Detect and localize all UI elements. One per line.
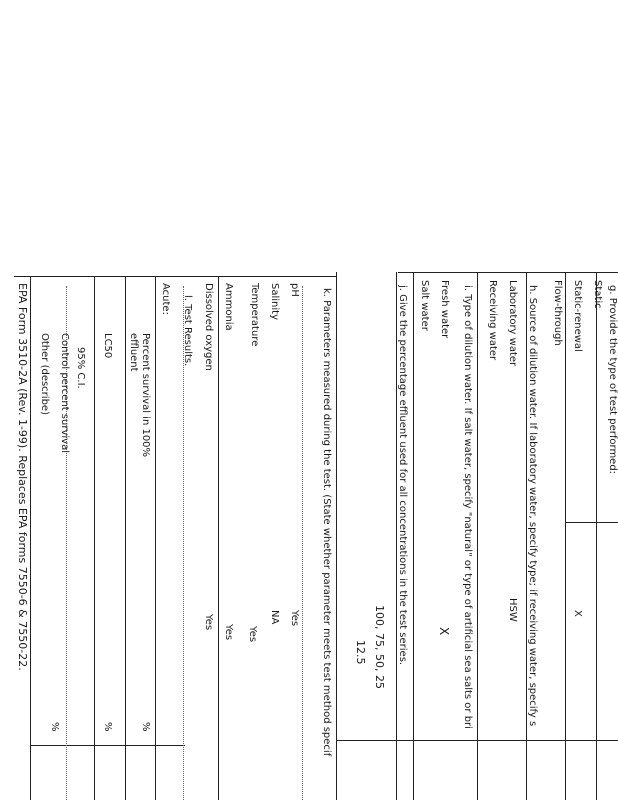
ph-answer: Yes (289, 610, 300, 627)
row-divider-5 (413, 272, 414, 800)
salinity-answer: NA (269, 610, 280, 625)
dilution-source-question: h. Source of dilution water. If laboratory water, specify type; if receiving water, specify s (527, 285, 538, 727)
percent-survival-answer: % (140, 722, 151, 732)
row-divider-10 (125, 276, 126, 800)
control-survival-label: Control percent survival (59, 333, 70, 453)
laboratory-water-label: Laboratory water (507, 280, 518, 367)
dissolved-oxygen-answer: Yes (203, 614, 214, 631)
receiving-water-label: Receiving water (487, 280, 498, 361)
form-top-rule (398, 272, 618, 273)
static-renewal-answer: X (572, 610, 583, 617)
row-divider-1 (596, 272, 597, 800)
other-describe-label: Other (describe) (39, 333, 50, 415)
row-divider-4 (477, 272, 478, 800)
form-top-rule-left (14, 276, 336, 277)
row-divider-7 (336, 272, 337, 800)
row-divider-9 (155, 276, 156, 800)
parameters-question: k. Parameters measured during the test. (State whether parameter meets test method specif (321, 288, 332, 757)
lc50-label: LC50 (102, 333, 113, 359)
temperature-label: Temperature (249, 283, 260, 347)
static-label: Static (592, 280, 603, 309)
ph-label: pH (289, 283, 300, 297)
acute-label: Acute: (160, 283, 171, 315)
row-divider-12 (30, 276, 31, 800)
effluent-percentage-answer-2: 12.5 (354, 640, 367, 665)
row-divider-11 (94, 276, 95, 800)
effluent-percentage-answer: 100, 75, 50, 25 (373, 605, 386, 689)
laboratory-water-answer: HSW (507, 598, 518, 622)
temperature-answer: Yes (247, 626, 258, 643)
salinity-label: Salinity (269, 283, 280, 320)
dotted-separator-1 (302, 286, 304, 800)
control-survival-answer: % (49, 722, 60, 732)
column-rule-3 (30, 745, 185, 746)
ammonia-label: Ammonia (223, 283, 234, 331)
salt-water-label: Salt water (419, 280, 430, 331)
row-divider-8 (218, 276, 219, 800)
row-divider-2 (565, 272, 566, 800)
dissolved-oxygen-label: Dissolved oxygen (203, 283, 214, 371)
flow-through-label: Flow-through (552, 280, 563, 346)
dilution-type-question: i. Type of dilution water. If salt water, specify "natural" or type of artificial sea salts or bri (462, 285, 473, 729)
form-footer: EPA Form 3510-2A (Rev. 1-99). Replaces EPA forms 7550-6 & 7550-22. (16, 283, 29, 671)
test-type-question: g. Provide the type of test performed: (607, 285, 618, 475)
fresh-water-answer: X (437, 627, 451, 636)
ammonia-answer: Yes (223, 624, 234, 641)
fresh-water-label: Fresh water (439, 280, 450, 339)
static-renewal-label: Static-renewal (572, 280, 583, 352)
column-rule-1 (565, 522, 618, 523)
effluent-percentage-question: j. Give the percentage effluent used for all concentrations in the test series. (397, 285, 408, 666)
lc50-answer: % (102, 722, 113, 732)
test-results-heading: l. Test Results. (182, 295, 193, 367)
confidence-interval-label: 95% C.I. (75, 347, 86, 389)
percent-survival-label: Percent survival in 100% effluent (128, 333, 151, 458)
